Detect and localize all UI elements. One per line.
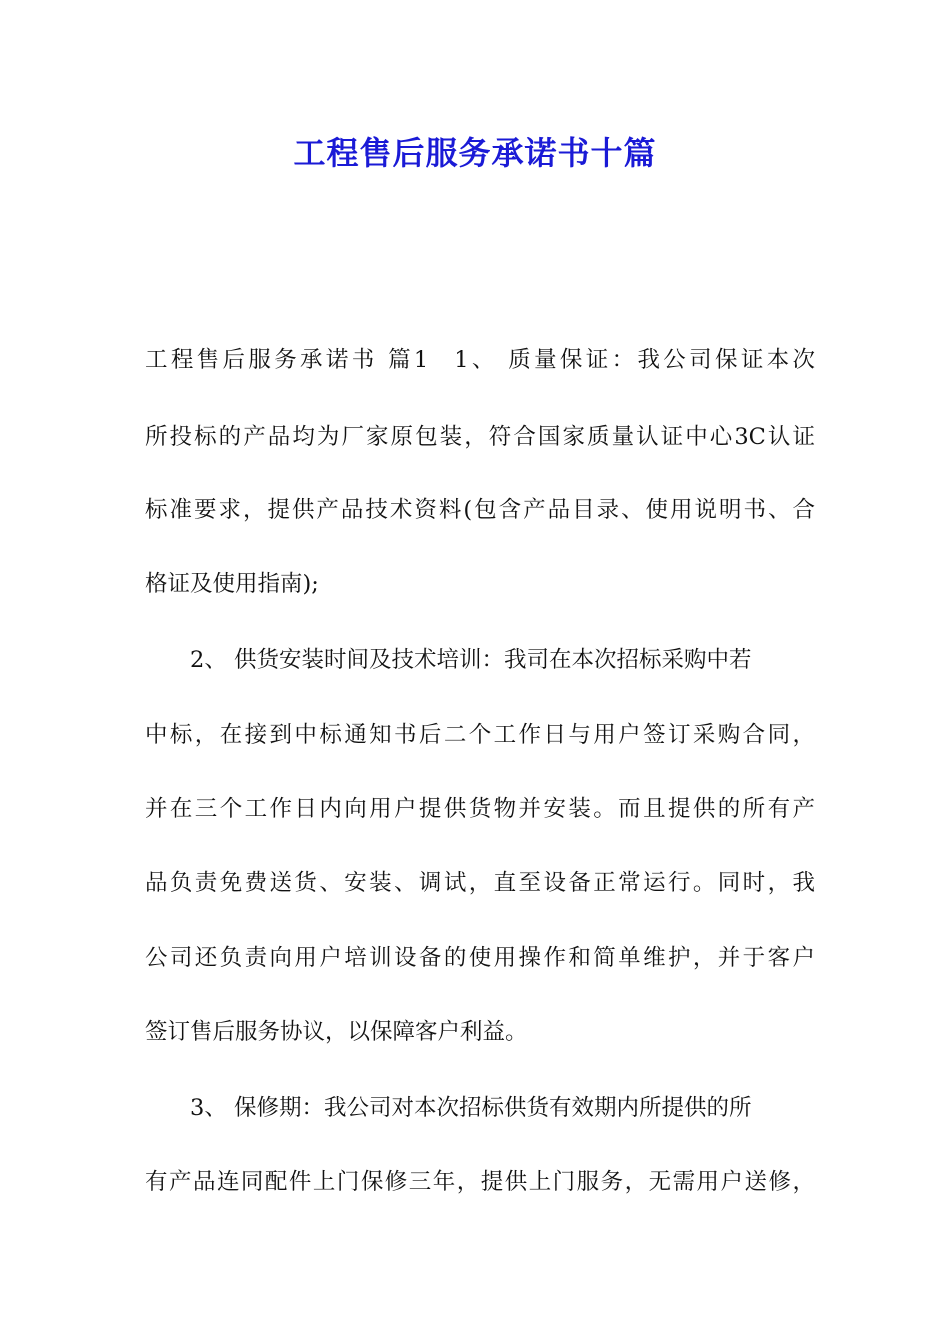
paragraph-line: 3、 保修期：我公司对本次招标供货有效期内所提供的所 xyxy=(190,1095,752,1121)
paragraph-line: 有产品连同配件上门保修三年，提供上门服务，无需用户送修， xyxy=(145,1169,815,1195)
paragraph-line: 签订售后服务协议，以保障客户利益。 xyxy=(145,1019,528,1045)
paragraph-line: 所投标的产品均为厂家原包装，符合国家质量认证中心3C认证 xyxy=(145,424,815,450)
paragraph-line: 中标，在接到中标通知书后二个工作日与用户签订采购合同， xyxy=(145,722,815,748)
paragraph-line: 标准要求，提供产品技术资料(包含产品目录、使用说明书、合 xyxy=(145,497,815,523)
paragraph-text: 1、 质量保证：我公司保证本次 xyxy=(454,347,816,373)
section-heading: 工程售后服务承诺书 篇1 xyxy=(145,347,429,373)
paragraph-line: 品负责免费送货、安装、调试，直至设备正常运行。同时，我 xyxy=(145,870,815,896)
paragraph-line: 公司还负责向用户培训设备的使用操作和简单维护，并于客户 xyxy=(145,945,815,971)
paragraph-line: 并在三个工作日内向用户提供货物并安装。而且提供的所有产 xyxy=(145,796,815,822)
paragraph-line xyxy=(145,345,815,375)
paragraph-line: 2、 供货安装时间及技术培训：我司在本次招标采购中若 xyxy=(190,647,752,673)
paragraph-line: 格证及使用指南); xyxy=(145,571,319,597)
document-title: 工程售后服务承诺书十篇 xyxy=(293,134,657,172)
